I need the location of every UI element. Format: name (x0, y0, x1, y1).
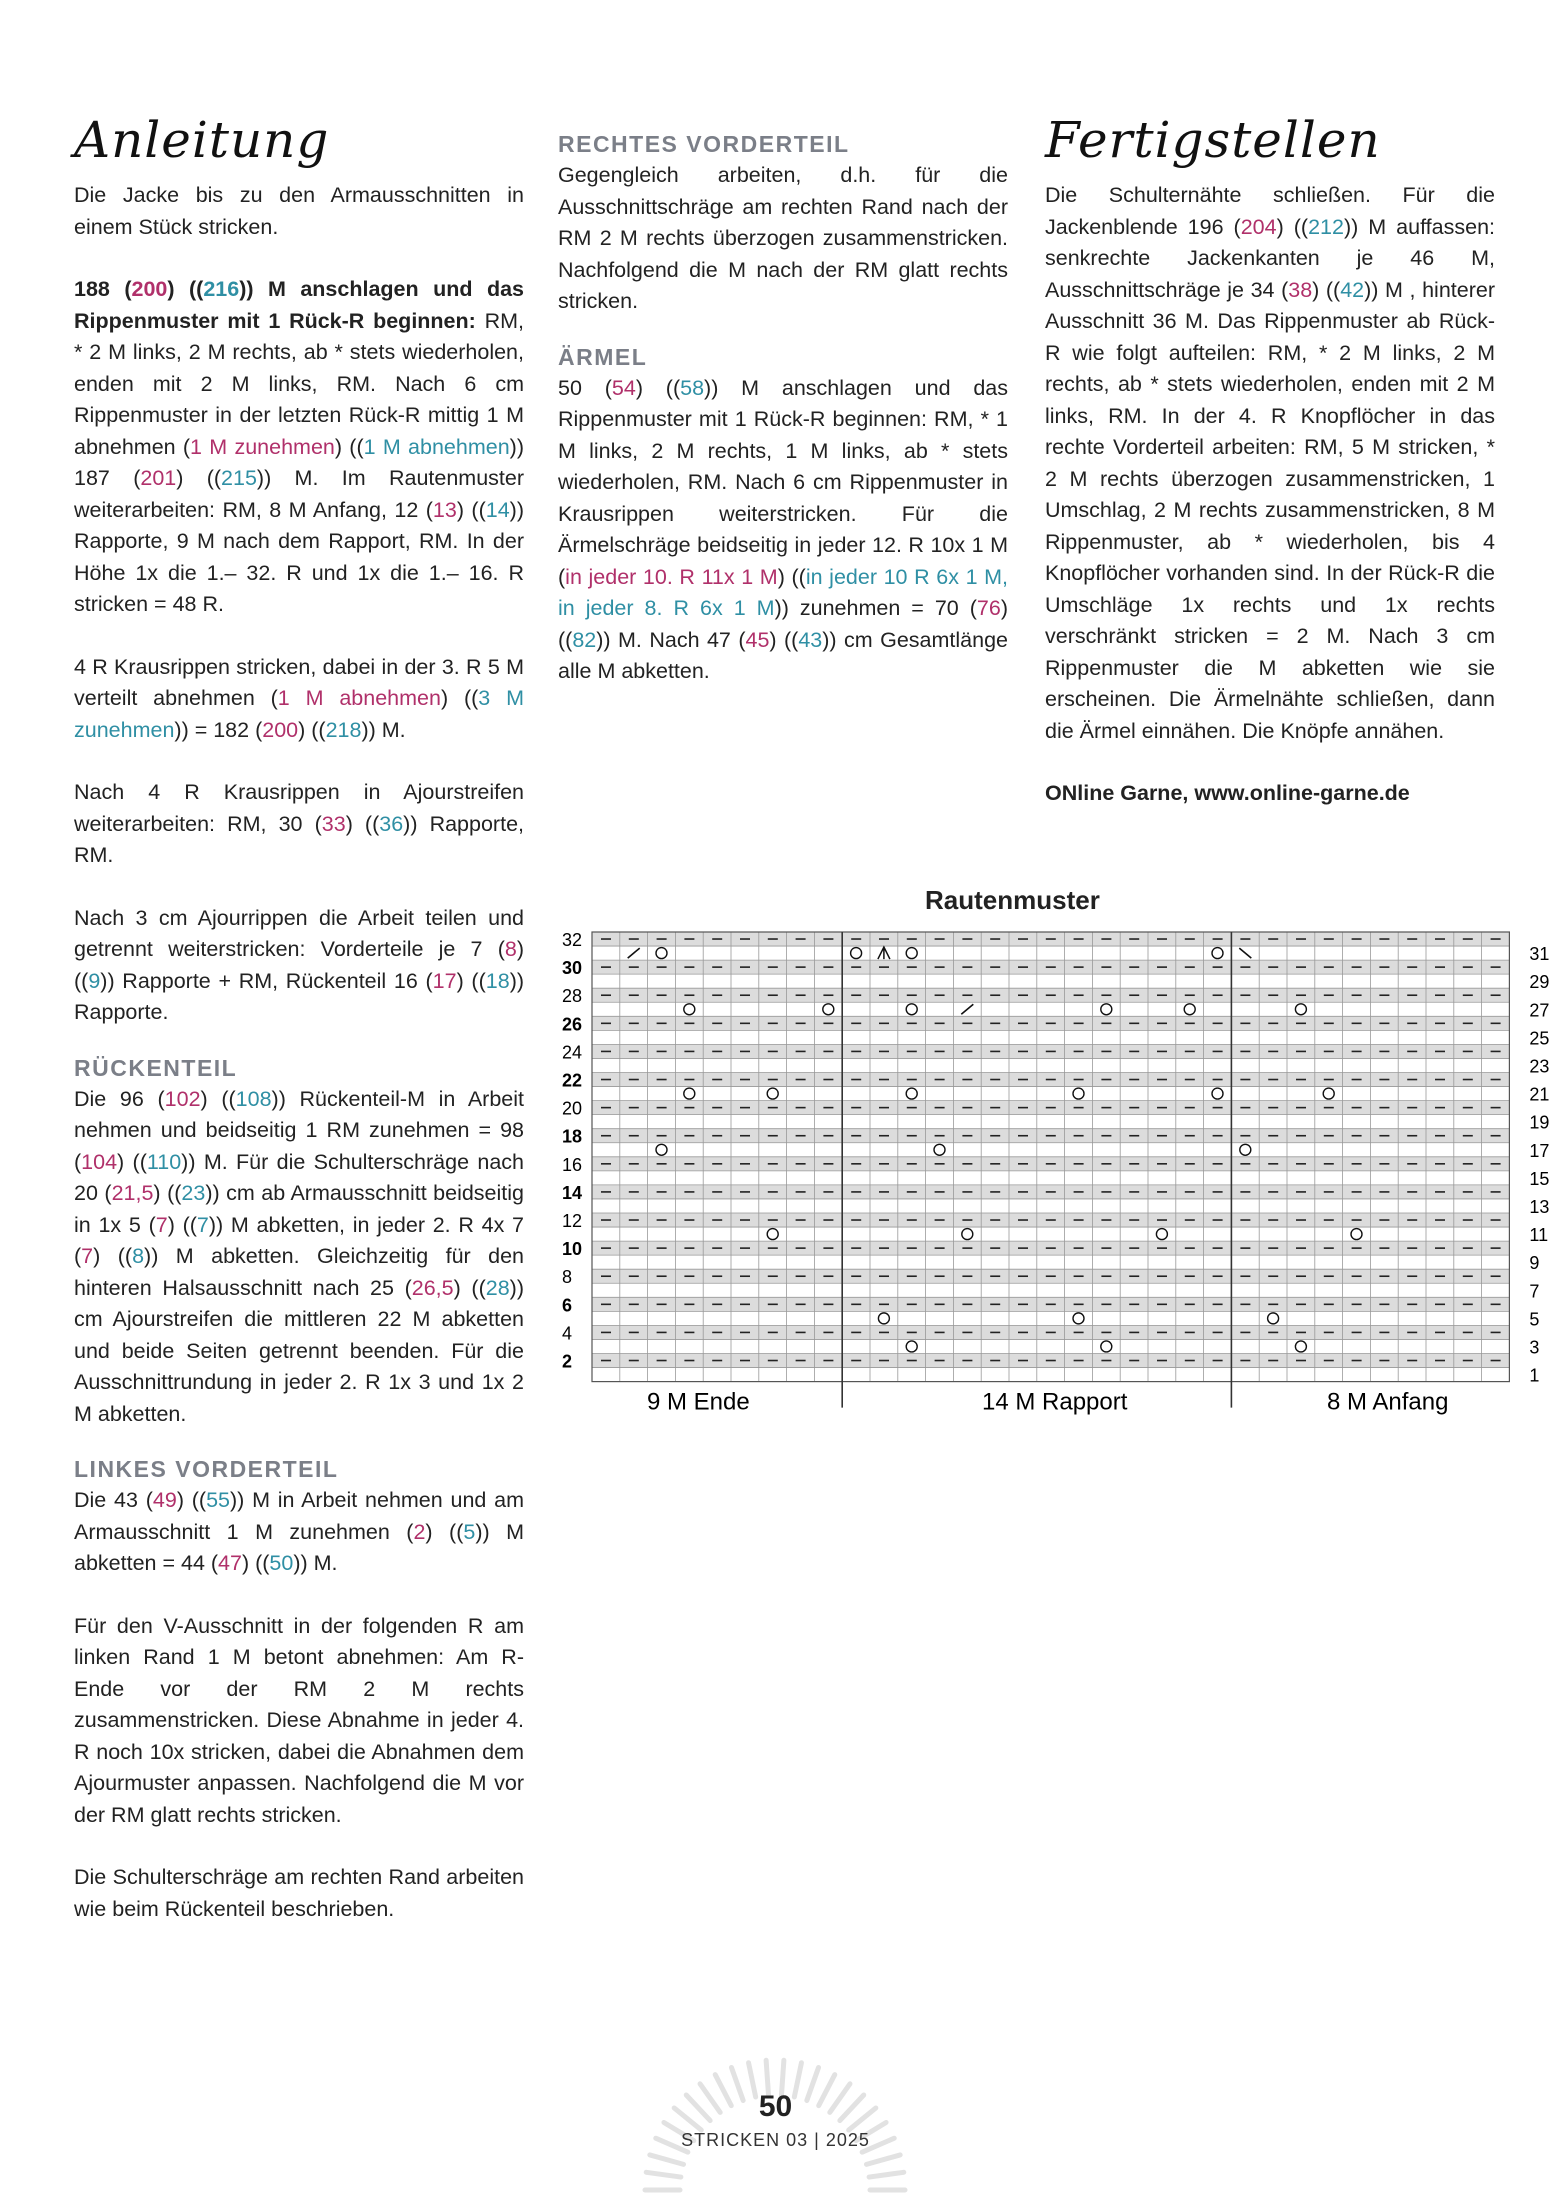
issue-label: STRICKEN 03 | 2025 (681, 2130, 870, 2150)
row-number-left: 14 (562, 1182, 583, 1203)
aermel-paragraph: 50 (54) ((58)) M anschlagen und das Rippenmuster mit 1 Rück-R beginnen: RM, * 1 M links, 2 M rechts, 1 M links, ab * stets wiederholen, RM. Nach 6 cm Rippenmuster in Krausrippen weiterstricken. Für die Ärmelschräge beidseitig in jeder 12. R 10x 1 M (in jeder 10. R 11x 1 M) ((in jeder 10 R 6x 1 M, in jeder 8. R 6x 1 M)) zunehmen = 70 (76) ((82)) M. Nach 47 (45) ((43)) cm Gesamtlänge alle M abketten. (558, 375, 1009, 683)
row-number-left: 16 (562, 1154, 583, 1175)
chart-row (592, 1368, 1509, 1382)
row-number-right: 11 (1529, 1225, 1549, 1246)
row-number-right: 19 (1529, 1112, 1550, 1133)
row-number-left: 24 (562, 1042, 583, 1063)
finishing-paragraph: Die Schulternähte schließen. Für die Jackenblende 196 (204) ((212)) M auffassen: senkrechte Jackenkanten je 46 M, Ausschnittschräge je 34 (38) ((42)) M , hinterer Ausschnitt 36 M. Das Rippenmuster ab Rück-R wie folgt aufteilen: RM, * 2 M links, 2 M rechts, ab * stets wiederholen, enden mit 2 M links, RM. In der 4. R Knopflöcher in das rechte Vorderteil arbeiten: RM, 5 M stricken, * 2 M rechts überzogen zusammenstricken, 1 Umschlag, 2 M rechts zusammenstricken, 8 M Rippenmuster, ab * wiederholen, bis 4 Knopflöcher vorhanden sind. In der Rück-R die Umschläge 1x rechts und 1x rechts verschränkt stricken = 2 M. Nach 3 cm Rippenmuster die M abketten wie sie erscheinen. Die Ärmelnähte schließen, dann die Ärmel einnähen. Die Knöpfe annähen. (1045, 183, 1495, 743)
row-number-right: 15 (1529, 1168, 1550, 1189)
rechtes-vorderteil-paragraph: Gegengleich arbeiten, d.h. für die Ausschnittschräge am rechten Rand nach der RM 2 M rechts überzogen zusammenstricken. Nachfolgend die M nach der RM glatt rechts stricken. (558, 163, 1008, 313)
label-rapport: 14 M Rapport (982, 1388, 1128, 1416)
row-number-right: 5 (1529, 1309, 1540, 1330)
row-number-left: 28 (562, 986, 583, 1007)
linkes-vorderteil-paragraph: Die 43 (49) ((55)) M in Arbeit nehmen und am Armausschnitt 1 M zunehmen (2) ((5)) M abketten = 44 (47) ((50)) M. (74, 1488, 525, 1575)
column-middle (558, 128, 1008, 719)
heading-aermel: ÄRMEL (558, 343, 648, 370)
row-number-right: 9 (1529, 1253, 1540, 1274)
sun-ray (866, 2155, 900, 2164)
column-right (1045, 110, 1495, 841)
divide-paragraph: Nach 3 cm Ajourrippen die Arbeit teilen und getrennt weiterstricken: Vorderteile je 7 (8) ((9)) Rapporte + RM, Rückenteil 16 (17) ((18)) Rapporte. (74, 905, 525, 1024)
chart-row (592, 1058, 1509, 1072)
sun-ray (650, 2155, 684, 2164)
chart-row (592, 1002, 1509, 1016)
chart-row (592, 1143, 1509, 1157)
row-number-right: 21 (1529, 1084, 1550, 1105)
row-number-left: 6 (562, 1295, 573, 1316)
chart-row (592, 1255, 1509, 1269)
knitting-chart (550, 885, 1550, 1416)
v-neck-paragraph: Für den V-Ausschnitt in der folgenden R am linken Rand 1 M betont abnehmen: Am R-Ende vor der RM 2 M rechts zusammenstricken. Diese Abnahme in jeder 4. R noch 10x stricken, dabei die Abnahmen dem Ajourmuster anpassen. Nachfolgend die M vor der RM glatt rechts stricken. (74, 1613, 524, 1827)
krausrippen-paragraph: 4 R Krausrippen stricken, dabei in der 3. R 5 M verteilt abnehmen (1 M abnehmen) ((3 M zunehmen)) = 182 (200) ((218)) M. (74, 654, 524, 742)
heading-rechtes-vorderteil: RECHTES VORDERTEIL (558, 131, 850, 157)
chart-title: Rautenmuster (925, 885, 1100, 915)
row-number-right: 13 (1529, 1196, 1550, 1217)
instructions-title: Anleitung (74, 111, 330, 169)
page-number: 50 (758, 2090, 793, 2123)
chart-row (592, 946, 1509, 960)
chart-row (592, 1171, 1509, 1185)
sun-ray (646, 2172, 681, 2177)
intro-paragraph: Die Jacke bis zu den Armausschnitten in einem Stück stricken. (74, 183, 524, 239)
chart-row (592, 974, 1509, 988)
sun-ray (869, 2172, 904, 2177)
rueckenteil-paragraph: Die 96 (102) ((108)) Rückenteil-M in Arbeit nehmen und beidseitig 1 RM zunehmen = 98 (104) ((110)) M. Für die Schulterschräge nach 20 (21,5) ((23)) cm ab Armausschnitt beidseitig in 1x 5 (7) ((7)) M abketten, in jeder 2. R 4x 7 (7) ((8)) M abketten. Gleichzeitig für den hinteren Halsausschnitt nach 25 (26,5) ((28)) cm Ajourstreifen die mittleren 22 M abketten und beide Seiten getrennt beenden. Für die Ausschnittrundung in jeder 2. R 1x 3 und 1x 2 M abketten. (74, 1086, 525, 1426)
ajour-paragraph: Nach 4 R Krausrippen in Ajourstreifen weiterarbeiten: RM, 30 (33) ((36)) Rapporte, RM. (74, 780, 524, 867)
row-number-left: 2 (562, 1351, 573, 1372)
row-number-left: 12 (562, 1211, 583, 1232)
row-number-left: 8 (562, 1267, 573, 1288)
heading-linkes-vorderteil: LINKES VORDERTEIL (74, 1456, 339, 1482)
row-number-left: 26 (562, 1014, 583, 1035)
chart-grid (550, 890, 1550, 1416)
heading-rueckenteil: RÜCKENTEIL (74, 1054, 238, 1081)
row-number-right: 27 (1529, 1000, 1550, 1021)
row-number-right: 23 (1529, 1056, 1550, 1077)
chart-row (592, 1030, 1509, 1044)
row-number-right: 29 (1529, 972, 1550, 993)
chart-row (592, 1087, 1509, 1101)
chart-row (592, 1339, 1509, 1353)
row-number-right: 7 (1529, 1281, 1540, 1302)
row-number-right: 1 (1529, 1365, 1540, 1386)
row-number-right: 31 (1529, 944, 1550, 965)
chart-row (592, 1227, 1509, 1241)
finishing-title: Fertigstellen (1045, 111, 1381, 169)
row-number-left: 32 (562, 930, 583, 951)
row-number-left: 20 (562, 1098, 583, 1119)
row-number-right: 25 (1529, 1028, 1550, 1049)
shoulder-paragraph: Die Schulterschräge am rechten Rand arbeiten wie beim Rückenteil beschrieben. (74, 1865, 524, 1921)
label-end: 9 M Ende (647, 1388, 750, 1416)
chart-row (592, 1115, 1509, 1129)
row-number-left: 30 (562, 958, 583, 979)
row-number-left: 4 (562, 1323, 573, 1344)
column-left (74, 110, 524, 1956)
chart-row (592, 1283, 1509, 1297)
chart-row (592, 1311, 1509, 1325)
row-number-left: 10 (562, 1239, 583, 1260)
credit-line: ONline Garne, www.online-garne.de (1045, 781, 1410, 805)
cast-on-paragraph: 188 (200) ((216)) M anschlagen und das Rippenmuster mit 1 Rück-R beginnen: RM, * 2 M links, 2 M rechts, ab * stets wiederholen, enden mit 2 M links, RM. Nach 6 cm Rippenmuster in der letzten Rück-R mittig 1 M abnehmen (1 M zunehmen) ((1 M abnehmen)) 187 (201) ((215)) M. Im Rautenmuster weiterarbeiten: RM, 8 M Anfang, 12 (13) ((14)) Rapporte, 9 M nach dem Rapport, RM. In der Höhe 1x die 1.– 32. R und 1x die 1.– 16. R stricken = 48 R. (74, 277, 525, 616)
row-number-left: 22 (562, 1070, 583, 1091)
row-number-left: 18 (562, 1126, 583, 1147)
sunburst-ornament (635, 2055, 915, 2195)
row-number-right: 3 (1529, 1337, 1540, 1358)
chart-row (592, 1199, 1509, 1213)
label-start: 8 M Anfang (1327, 1388, 1449, 1416)
row-number-right: 17 (1529, 1140, 1550, 1161)
